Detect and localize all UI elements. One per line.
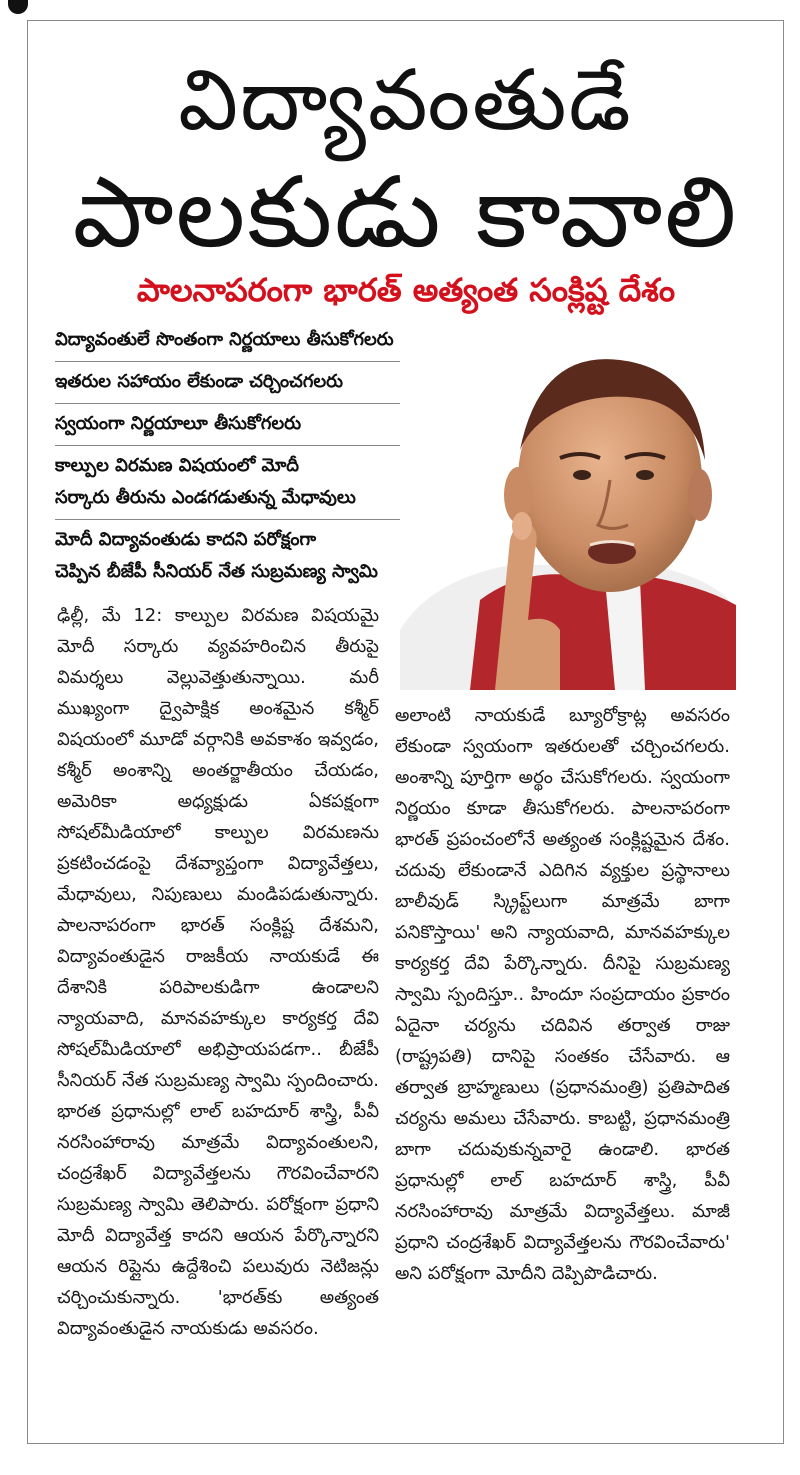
divider	[55, 519, 435, 520]
subheadline: పాలనాపరంగా భారత్‌ అత్యంత సంక్లిష్ట దేశం	[136, 271, 676, 309]
article-paragraph: ఢిల్లీ, మే 12: కాల్పుల విరమణ విషయమై మోదీ సర్కారు వ్యవహరించిన తీరుపై విమర్శలు వెల్లువెత్తుతున్నాయి. మరీ ముఖ్యంగా ద్వైపాక్షిక అంశమైన కశ్మీర్‌ విషయంలో మూడో వర్గానికి అవకాశం ఇవ్వడం, కశ్మీర్‌ అంశాన్ని అంతర్జాతీయం చేయడం, అమెరికా అధ్యక్షుడు ఏకపక్షంగా సోషల్‌మీడియాలో కాల్పుల విరమణను ప్రకటించడంపై దేశవ్యాప్తంగా విద్యావేత్తలు, మేధావులు, నిపుణులు మండిపడుతున్నారు. పాలనాపరంగా భారత్‌ సంక్లిష్ట దేశమని, విద్యావంతుడైన రాజకీయ నాయకుడే ఈ దేశానికి పరిపాలకుడిగా ఉండాలని న్యాయవాది, మానవహక్కుల కార్యకర్త దేవి సోషల్‌మీడియాలో అభిప్రాయపడగా.. బీజేపీ సీనియర్‌ నేత సుబ్రమణ్య స్వామి స్పందించారు. భారత ప్రధానుల్లో లాల్‌ బహదూర్‌ శాస్త్రి, పీవీ నరసింహారావు మాత్రమే విద్యావంతులని, చంద్రశేఖర్‌ విద్యావేత్తలను గౌరవించేవారని సుబ్రమణ్య స్వామి తెలిపారు. పరోక్షంగా ప్రధాని మోదీ విద్యావేత్త కాదని ఆయన పేర్కొన్నారని ఆయన రిప్లైను ఉద్దేశించి పలువురు నెటిజన్లు చర్చించుకున్నారు. 'భారత్‌కు అత్యంత విద్యావంతుడైన నాయకుడు అవసరం.	[57, 605, 379, 1339]
highlight-line: మోదీ విద్యావంతుడు కాదని పరోక్షంగా	[55, 529, 317, 550]
highlight-line: చెప్పిన బీజేపీ సీనియర్‌ నేత సుబ్రమణ్య స్వామి	[55, 561, 378, 582]
highlight-line: విద్యావంతులే సొంతంగా నిర్ణయాలు తీసుకోగలరు	[55, 329, 394, 350]
subramanian-swamy-photo	[400, 330, 736, 690]
article-column-1	[57, 600, 379, 1344]
highlight-line: సర్కారు తీరును ఎండగడుతున్న మేధావులు	[55, 487, 356, 508]
article-paragraph: అలాంటి నాయకుడే బ్యూరోక్రాట్ల అవసరం లేకుండా స్వయంగా ఇతరులతో చర్చించగలరు. అంశాన్ని పూర్తిగా అర్థం చేసుకోగలరు. స్వయంగా నిర్ణయం కూడా తీసుకోగలరు. పాలనాపరంగా భారత్‌ ప్రపంచంలోనే అత్యంత సంక్లిష్టమైన దేశం. చదువు లేకుండానే ఎదిగిన వ్యక్తుల ప్రస్థానాలు బాలీవుడ్‌ స్క్రిప్ట్‌లుగా మాత్రమే బాగా పనికొస్తాయి' అని న్యాయవాది, మానవహక్కుల కార్యకర్త దేవి పేర్కొన్నారు. దీనిపై సుబ్రమణ్య స్వామి స్పందిస్తూ.. హిందూ సంప్రదాయం ప్రకారం ఏదైనా చర్యను చదివిన తర్వాత రాజు (రాష్ట్రపతి) దానిపై సంతకం చేసేవారు. ఆ తర్వాత బ్రాహ్మణులు (ప్రధానమంత్రి) ప్రతిపాదిత చర్యను అమలు చేసేవారు. కాబట్టి, ప్రధానమంత్రి బాగా చదువుకున్నవారై ఉండాలి. భారత ప్రధానుల్లో లాల్‌ బహదూర్‌ శాస్త్రి, పీవీ నరసింహారావు మాత్రమే విద్యావేత్తలు. మాజీ ప్రధాని చంద్రశేఖర్‌ విద్యావేత్తలను గౌరవించేవారు' అని పరోక్షంగా మోదీని దెప్పిపొడిచారు.	[395, 705, 730, 1284]
headline-line2: పాలకుడు కావాలి	[72, 156, 739, 270]
headline-line1: విద్యావంతుడే	[178, 51, 633, 149]
divider	[55, 445, 435, 446]
article-column-2	[395, 700, 730, 1289]
highlight-line: కాల్పుల విరమణ విషయంలో మోదీ	[55, 455, 300, 476]
corner-mark	[8, 0, 28, 14]
portrait-illustration	[400, 330, 736, 690]
highlight-line: ఇతరుల సహాయం లేకుండా చర్చించగలరు	[55, 371, 344, 392]
highlight-line: స్వయంగా నిర్ణయాలూ తీసుకోగలరు	[55, 413, 302, 434]
